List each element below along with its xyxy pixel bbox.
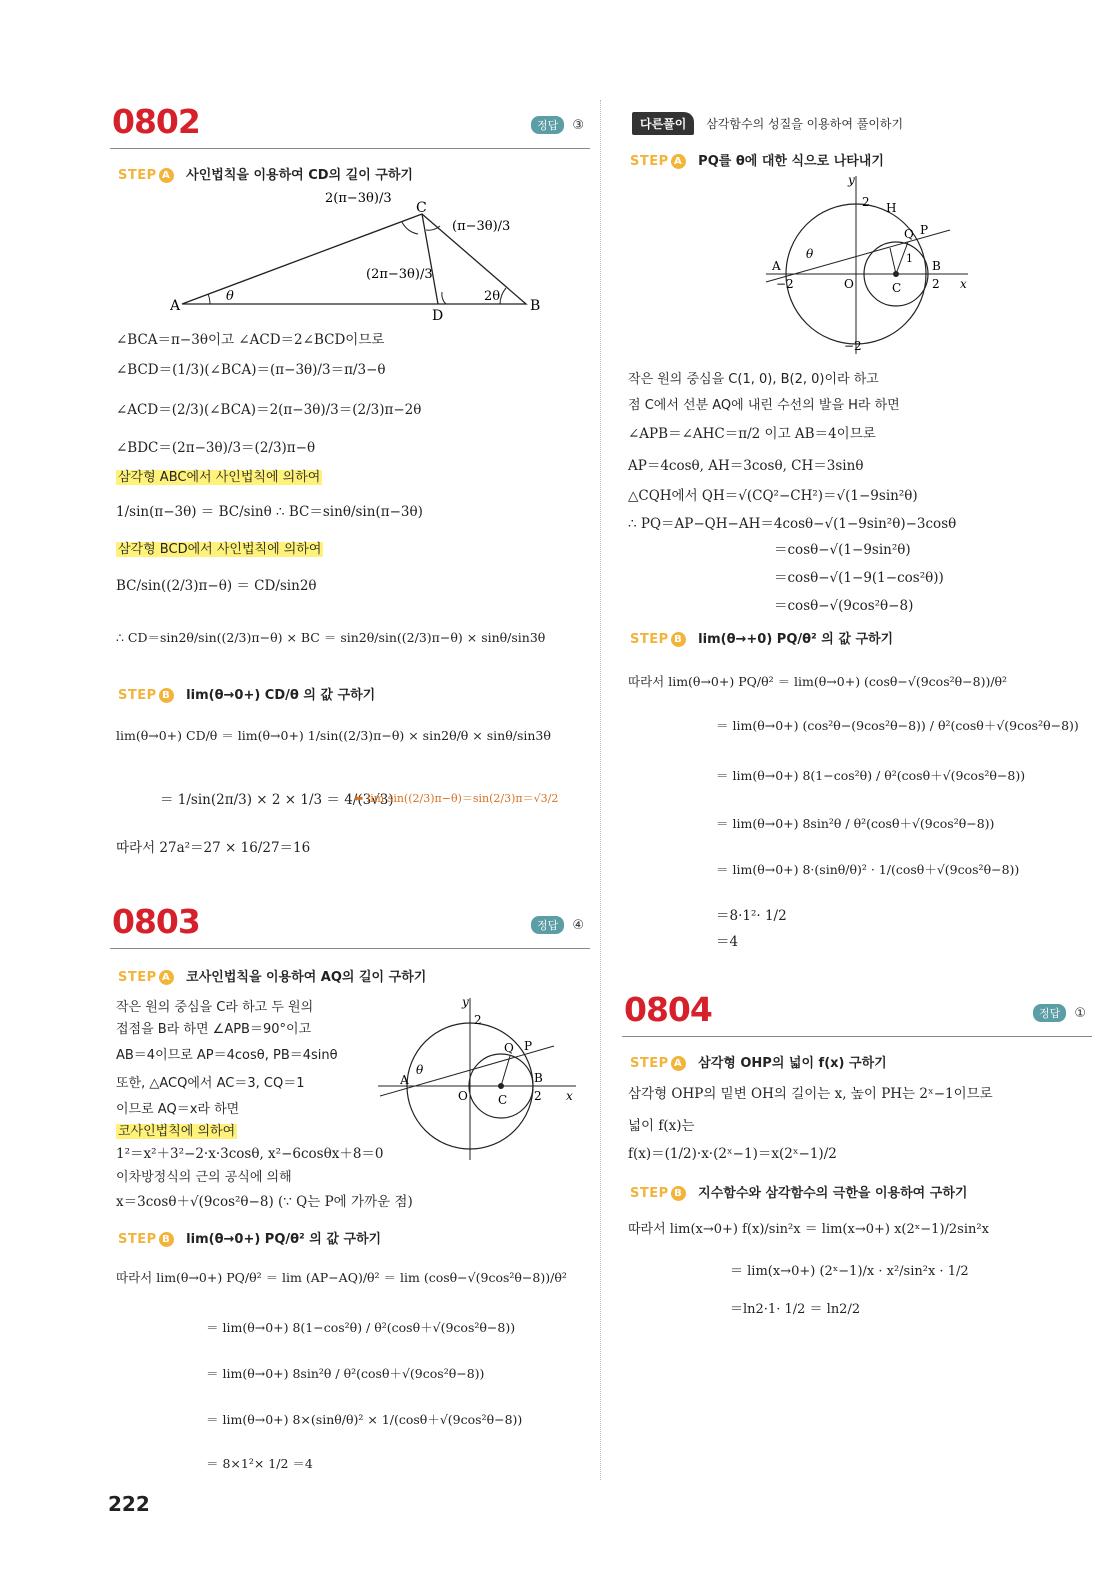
- point-b-label: B: [932, 259, 941, 273]
- answer-badge: [1033, 1004, 1086, 1022]
- point-p-label: P: [920, 223, 929, 237]
- solution-line: ＝ lim(θ→0+) 8(1−cos²θ) / θ²(cosθ＋√(9cos²θ−8)): [206, 1320, 516, 1335]
- solution-line: AP＝4cosθ, AH＝3cosθ, CH＝3sinθ: [628, 458, 864, 474]
- angle-d-arc: [442, 292, 446, 304]
- alt-circles-figure: [762, 172, 982, 357]
- point-c-label: C: [498, 1093, 508, 1107]
- y-label: y: [462, 995, 469, 1009]
- step-title: 삼각형 OHP의 넓이 f(x) 구하기: [698, 1056, 887, 1071]
- y-label: y: [848, 173, 855, 187]
- angle-right-label: (π−3θ)/3: [452, 219, 511, 234]
- answer-label: 정답: [531, 916, 564, 934]
- tick-label: −2: [776, 277, 794, 291]
- step-title: 사인법칙을 이용하여 CD의 길이 구하기: [186, 168, 413, 183]
- answer-badge: [531, 916, 584, 934]
- circles-figure: [376, 994, 586, 1164]
- step-label: STEP B: [118, 688, 174, 703]
- step-title: lim(θ→+0) PQ/θ² 의 값 구하기: [698, 632, 894, 647]
- solution-line: ∠BDC＝(2π−3θ)/3＝(2/3)π−θ: [116, 440, 316, 456]
- vertex-c-label: C: [416, 200, 427, 216]
- solution-line: ∠APB＝∠AHC＝π/2 이고 AB＝4이므로: [628, 426, 876, 442]
- step-a-heading: [118, 164, 413, 183]
- solution-line: 1/sin(π−3θ) ＝ BC/sinθ ∴ BC＝sinθ/sin(π−3θ): [116, 504, 423, 520]
- solution-line: x＝3cosθ＋√(9cos²θ−8) (∵ Q는 P에 가까운 점): [116, 1194, 413, 1210]
- highlight-note: 코사인법칙에 의하여: [118, 1124, 236, 1139]
- vertex-b-label: B: [530, 298, 541, 314]
- alt-title: 삼각함수의 성질을 이용하여 풀이하기: [706, 117, 904, 131]
- solution-line: AB＝4이므로 AP＝4cosθ, PB＝4sinθ: [116, 1048, 338, 1063]
- problem-number: 0803: [112, 902, 200, 941]
- solution-line: ＝cosθ−√(9cos²θ−8): [774, 598, 914, 614]
- solution-line: 넓이 f(x)는: [628, 1118, 695, 1134]
- tick-label: 2: [474, 1013, 482, 1027]
- radius-label: 1: [906, 252, 913, 265]
- solution-line: f(x)＝(1/2)·x·(2ˣ−1)＝x(2ˣ−1)/2: [628, 1146, 837, 1162]
- angle-b-arc: [500, 288, 506, 304]
- angle-bcd-arc: [426, 226, 440, 230]
- point-c-label: C: [892, 281, 902, 295]
- solution-line: 이므로 AQ＝x라 하면: [116, 1102, 240, 1117]
- solution-line: ∴ CD＝sin2θ/sin((2/3)π−θ) × BC ＝ sin2θ/sin((2/3)π−θ) × sinθ/sin3θ: [116, 630, 546, 645]
- step-label: STEP A: [630, 154, 686, 169]
- segment-ch: [890, 248, 896, 274]
- answer-value: ①: [1074, 1006, 1086, 1021]
- point-a-label: A: [772, 259, 781, 273]
- solution-line: 1²＝x²＋3²−2·x·3cosθ, x²−6cosθx＋8＝0: [116, 1146, 384, 1162]
- solution-line: ＝ lim(x→0+) (2ˣ−1)/x · x²/sin²x · 1/2: [730, 1264, 969, 1279]
- point-p-label: P: [524, 1039, 533, 1053]
- center-c-dot: [498, 1083, 504, 1089]
- angle-top-label: 2(π−3θ)/3: [325, 191, 392, 206]
- solution-line: lim(θ→0+) CD/θ ＝ lim(θ→0+) 1/sin((2/3)π−θ) × sin2θ/θ × sinθ/sin3θ: [116, 728, 551, 743]
- point-q-label: Q: [504, 1041, 514, 1055]
- step-b-heading: [118, 684, 375, 703]
- solution-line: △CQH에서 QH＝√(CQ²−CH²)＝√(1−9sin²θ): [628, 488, 918, 504]
- step-b-heading: [630, 1182, 967, 1201]
- solution-line: ＝ lim(θ→0+) 8·(sinθ/θ)² · 1/(cosθ＋√(9cos²θ−8)): [716, 862, 1020, 877]
- answer-label: 정답: [531, 116, 564, 134]
- answer-value: ④: [572, 918, 584, 933]
- step-b-heading: [118, 1228, 381, 1247]
- point-q-label: Q: [904, 227, 914, 241]
- origin-label: O: [844, 277, 854, 291]
- problem-header-0804: [622, 990, 1092, 1037]
- solution-line: 따라서 lim(x→0+) f(x)/sin²x ＝ lim(x→0+) x(2ˣ−1)/2sin²x: [628, 1222, 989, 1237]
- solution-line: 이차방정식의 근의 공식에 의해: [116, 1170, 292, 1185]
- step-title: 지수함수와 삼각함수의 극한을 이용하여 구하기: [698, 1186, 968, 1201]
- solution-line: 삼각형 OHP의 밑변 OH의 길이는 x, 높이 PH는 2ˣ−1이므로: [628, 1086, 993, 1102]
- step-b-heading: [630, 628, 893, 647]
- solution-line: 작은 원의 중심을 C라 하고 두 원의: [116, 1000, 314, 1015]
- angle-a-arc: [208, 294, 210, 304]
- center-c-dot: [893, 271, 899, 277]
- vertex-a-label: A: [170, 298, 181, 314]
- theta-label: θ: [416, 1063, 424, 1077]
- step-label: STEP B: [118, 1232, 174, 1247]
- solution-line: ＝ 8×1²× 1/2 ＝4: [206, 1456, 313, 1471]
- solution-line: ＝ lim(θ→0+) 8(1−cos²θ) / θ²(cosθ＋√(9cos²θ−8)): [716, 768, 1026, 783]
- highlight-note: 삼각형 ABC에서 사인법칙에 의하여: [118, 470, 321, 485]
- solution-line: 또한, △ACQ에서 AC＝3, CQ＝1: [116, 1076, 305, 1091]
- step-label: STEP A: [630, 1056, 686, 1071]
- solution-line: 따라서 lim(θ→0+) PQ/θ² ＝ lim(θ→0+) (cosθ−√(9cos²θ−8))/θ²: [628, 674, 1008, 689]
- point-a-label: A: [400, 1073, 409, 1087]
- segment-cd: [422, 214, 438, 304]
- angle-c-arc: [402, 222, 418, 234]
- solution-line: 따라서 lim(θ→0+) PQ/θ² ＝ lim (AP−AQ)/θ² ＝ lim (cosθ−√(9cos²θ−8))/θ²: [116, 1270, 567, 1285]
- solution-line: BC/sin((2/3)π−θ) ＝ CD/sin2θ: [116, 578, 317, 594]
- step-label: STEP A: [118, 168, 174, 183]
- tick-label: −2: [844, 339, 862, 353]
- solution-line: ＝ 1/sin(2π/3) × 2 × 1/3 ＝ 4/(3√3): [160, 792, 394, 808]
- solution-line: ＝8·1²· 1/2: [716, 908, 787, 924]
- problem-number: 0802: [112, 102, 200, 141]
- triangle-figure: [170, 186, 550, 321]
- highlight-note: 삼각형 BCD에서 사인법칙에 의하여: [118, 542, 322, 557]
- point-h-label: H: [886, 201, 897, 215]
- solution-line: ∠BCA＝π−3θ이고 ∠ACD＝2∠BCD이므로: [116, 332, 385, 348]
- side-note: ⬅ lim sin((2/3)π−θ)＝sin(2/3)π＝√3/2: [354, 792, 559, 805]
- solution-line: ＝ lim(θ→0+) 8sin²θ / θ²(cosθ＋√(9cos²θ−8)): [206, 1366, 485, 1381]
- step-label: STEP B: [630, 1186, 686, 1201]
- solution-line: ＝ln2·1· 1/2 ＝ ln2/2: [730, 1302, 861, 1317]
- step-title: PQ를 θ에 대한 식으로 나타내기: [698, 154, 884, 169]
- tick-label: 2: [534, 1089, 542, 1103]
- solution-line: 접점을 B라 하면 ∠APB＝90°이고: [116, 1022, 312, 1037]
- answer-value: ③: [572, 118, 584, 133]
- problem-header-0802: [110, 102, 590, 149]
- vertex-d-label: D: [432, 308, 444, 321]
- answer-badge: [531, 116, 584, 134]
- angle-b-label: 2θ: [484, 289, 501, 304]
- point-b-label: B: [534, 1071, 543, 1085]
- step-title: 코사인법칙을 이용하여 AQ의 길이 구하기: [186, 970, 427, 985]
- problem-header-0803: [110, 902, 590, 949]
- solution-line: 점 C에서 선분 AQ에 내린 수선의 발을 H라 하면: [628, 398, 900, 413]
- angle-mid-label: (2π−3θ)/3: [366, 267, 433, 282]
- solution-line: ＝ lim(θ→0+) 8×(sinθ/θ)² × 1/(cosθ＋√(9cos²θ−8)): [206, 1412, 523, 1427]
- solution-line: ＝cosθ−√(1−9(1−cos²θ)): [774, 570, 944, 586]
- step-title: lim(θ→0+) CD/θ 의 값 구하기: [186, 688, 376, 703]
- final-answer-line: 따라서 27a²＝27 × 16/27＝16: [116, 840, 311, 856]
- answer-label: 정답: [1033, 1004, 1066, 1022]
- step-label: STEP B: [630, 632, 686, 647]
- step-a-heading: [118, 966, 426, 985]
- step-title: lim(θ→0+) PQ/θ² 의 값 구하기: [186, 1232, 382, 1247]
- tick-label: 2: [862, 195, 870, 209]
- solution-line: ＝4: [716, 934, 739, 950]
- solution-line: ＝cosθ−√(1−9sin²θ): [774, 542, 911, 558]
- step-a-heading: [630, 1052, 887, 1071]
- step-a-heading: [630, 150, 884, 169]
- solution-line: ＝ lim(θ→0+) (cos²θ−(9cos²θ−8)) / θ²(cosθ＋√(9cos²θ−8)): [716, 718, 1079, 733]
- alt-tag: 다른풀이: [632, 112, 694, 135]
- page-number: 222: [108, 1492, 150, 1516]
- solution-line: ∠ACD＝(2/3)(∠BCA)＝2(π−3θ)/3＝(2/3)π−2θ: [116, 402, 422, 418]
- x-label: x: [960, 277, 967, 291]
- angle-a-label: θ: [226, 289, 234, 304]
- origin-label: O: [458, 1089, 468, 1103]
- solution-line: ＝ lim(θ→0+) 8sin²θ / θ²(cosθ＋√(9cos²θ−8)): [716, 816, 995, 831]
- x-label: x: [566, 1089, 573, 1103]
- tick-label: 2: [932, 277, 940, 291]
- column-divider: [600, 100, 601, 1480]
- alternative-solution-header: [632, 112, 903, 135]
- solution-line: ∠BCD＝(1/3)(∠BCA)＝(π−3θ)/3＝π/3−θ: [116, 362, 386, 378]
- solution-line: ∴ PQ＝AP−QH−AH＝4cosθ−√(1−9sin²θ)−3cosθ: [628, 516, 957, 532]
- step-label: STEP A: [118, 970, 174, 985]
- solution-line: 작은 원의 중심을 C(1, 0), B(2, 0)이라 하고: [628, 372, 879, 387]
- theta-label: θ: [806, 247, 814, 261]
- problem-number: 0804: [624, 990, 712, 1029]
